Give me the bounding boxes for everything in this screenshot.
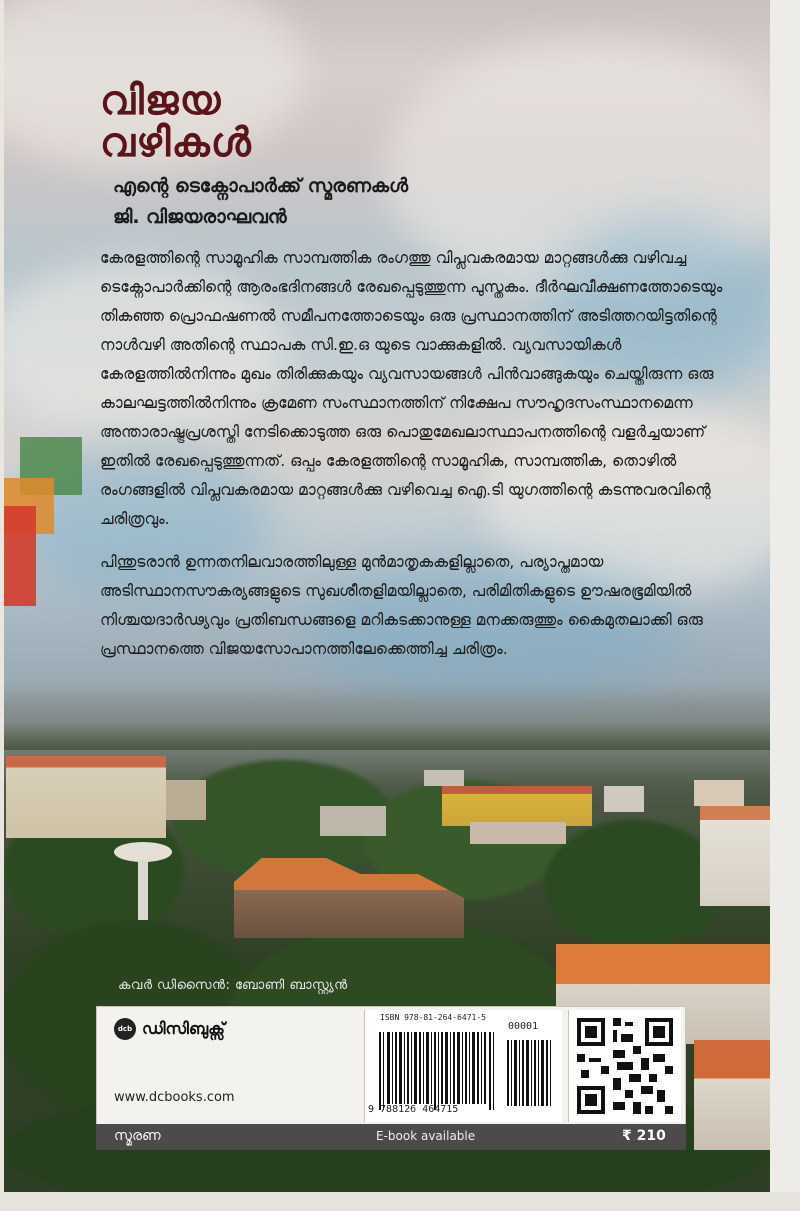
dcb-logo-icon: dcb <box>114 1018 136 1040</box>
qr-code[interactable] <box>568 1010 680 1122</box>
ebook-available: E-book available <box>376 1129 476 1143</box>
page-edge-bottom <box>0 1192 800 1211</box>
water-tower <box>114 842 172 862</box>
price-code: 00001 <box>508 1021 539 1032</box>
page-edge-right <box>770 0 800 1211</box>
publisher-url[interactable]: www.dcbooks.com <box>114 1090 235 1105</box>
blurb-paragraph-1: കേരളത്തിന്റെ സാമൂഹിക സാമ്പത്തിക രംഗത്തു വിപ്ലവകരമായ മാറ്റങ്ങൾക്കു വഴിവച്ച ടെക്നോപാർക്കിന്റെ ആരംഭദിനങ്ങൾ രേഖപ്പെടുത്തുന്ന പുസ്തകം. ദീർഘവീക്ഷണത്തോടെയും തികഞ്ഞ പ്രൊഫഷണൽ സമീപനത്തോടെയും ഒരു പ്രസ്ഥാനത്തിന് അടിത്തറയിട്ടതിന്റെ നാൾവഴി അതിന്റെ സ്ഥാപക സി.ഇ.ഒ യുടെ വാക്കുകളിൽ. വ്യവസായികൾ കേരളത്തിൽനിന്നും മുഖം തിരിക്കുകയും വ്യവസായങ്ങൾ പിൻവാങ്ങുകയും ചെയ്തിരുന്ന ഒരു കാലഘട്ടത്തിൽനിന്നും ക്രമേണ സംസ്ഥാനത്തിന് നിക്ഷേപ സൗഹൃദസംസ്ഥാനമെന്ന അന്താരാഷ്ട്രപ്രശസ്തി നേടിക്കൊടുത്ത ഒരു പൊതുമേഖലാസ്ഥാപനത്തിന്റെ വളർച്ചയാണ് ഇതിൽ രേഖപ്പെടുത്തുന്നത്. ഒപ്പം കേരളത്തിന്റെ സാമൂഹിക, സാമ്പത്തിക, തൊഴിൽ രംഗങ്ങളിൽ വിപ്ലവകരമായ മാറ്റങ്ങൾക്കു വഴിവെച്ച ഐ.ടി യുഗത്തിന്റെ കടന്നുവരവിന്റെ ചരിത്രവും. <box>100 249 723 528</box>
publisher-name: ഡിസിബുക്സ് <box>142 1019 225 1038</box>
genre-label: സ്മരണ <box>114 1128 161 1144</box>
book-subtitle: എന്റെ ടെക്നോപാർക്ക് സ്മരണകൾ <box>113 175 409 197</box>
horizon <box>4 680 770 750</box>
building-left <box>6 756 166 838</box>
isbn-digits: 9 788126 464715 <box>368 1104 459 1115</box>
book-price: ₹ 210 <box>622 1128 666 1144</box>
blurb-paragraph-2: പിന്തുടരാൻ ഉന്നതനിലവാരത്തിലുള്ള മുൻമാതൃകകളില്ലാതെ, പര്യാപ്തമായ അടിസ്ഥാനസൗകര്യങ്ങളുടെ സുഖശീതളിമയില്ലാതെ, പരിമിതികളുടെ ഊഷരഭൂമിയിൽ നിശ്ചയദാർഢ്യവും പ്രതിബന്ധങ്ങളെ മറികടക്കാനുള്ള മനക്കരുത്തും കൈമുതലാക്കി ഒരു പ്രസ്ഥാനത്തെ വിജയസോപാനത്തിലേക്കെത്തിച്ച ചരിത്രം. <box>100 553 703 658</box>
book-author: ജി. വിജയരാഘവൻ <box>113 206 287 228</box>
accent-square-red <box>4 506 36 606</box>
building-yellow <box>442 786 592 826</box>
cover-design-credit: കവർ ഡിസൈൻ: ബോണി ബാസ്റ്റ്യൻ <box>118 978 348 993</box>
publisher-brand <box>114 1018 225 1040</box>
qr-code-graphic <box>569 1010 681 1122</box>
building-right <box>700 806 770 906</box>
book-title-line1: വിജയ <box>100 78 222 124</box>
isbn-label: ISBN 978-81-264-6471-5 <box>380 1013 486 1022</box>
blurb <box>100 244 740 678</box>
book-title-line2: വഴികൾ <box>100 120 252 166</box>
